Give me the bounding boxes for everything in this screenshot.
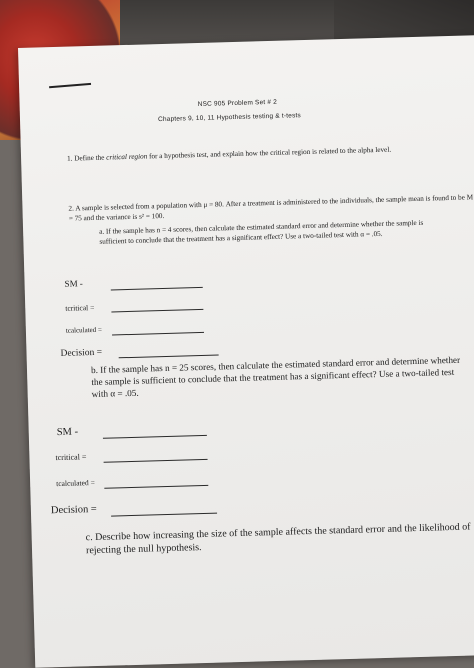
decision-label-b: Decision = (50, 503, 97, 517)
question-2-text: A sample is selected from a population with μ = 80. After a treatment is administered to the individuals, the sample mean is found to be M = 75 and the variance is s² = 100. (68, 193, 474, 223)
tcritical-blank-a[interactable] (111, 309, 203, 313)
question-1-pre: Define the (74, 153, 107, 163)
tcritical-blank-b[interactable] (104, 459, 208, 463)
header-subtitle: Chapters 9, 10, 11 Hypothesis testing & t-tests (157, 112, 302, 124)
decision-blank-a[interactable] (119, 355, 219, 359)
decision-label-a: Decision = (60, 347, 103, 359)
tcalculated-label-b: tcalculated = (56, 478, 95, 489)
question-1-number: 1. (66, 154, 73, 163)
question-2b: b. If the sample has n = 25 scores, then calculate the estimated standard error and determine whether the sample is sufficient to conclude that the treatment has a significant effect? Use a two-tailed test with α = .05. (90, 354, 461, 400)
question-2-number: 2. (68, 204, 75, 213)
decision-blank-b[interactable] (111, 513, 217, 517)
sm-label-b: SM - (56, 426, 79, 439)
paper-sheet (18, 35, 474, 668)
tcritical-label-a: tcritical = (65, 302, 95, 313)
tcalculated-label-a: tcalculated = (65, 325, 103, 335)
pen-mark (49, 83, 91, 88)
header-title: NSC 905 Problem Set # 2 (197, 98, 278, 109)
question-1-term: critical region (106, 152, 148, 162)
tcalculated-blank-b[interactable] (104, 485, 208, 489)
tcalculated-blank-a[interactable] (112, 332, 204, 336)
sm-blank-b[interactable] (103, 435, 207, 439)
question-2a: a. If the sample has n = 4 scores, then calculate the estimated standard error and determine whether the sample is sufficient to conclude that the treatment has a significant effect? Use a two-tailed test with α = .05. (99, 218, 424, 246)
sm-blank-a[interactable] (111, 287, 203, 291)
question-1-post: for a hypothesis test, and explain how the critical region is related to the alpha level. (147, 145, 392, 161)
sm-label-a: SM - (64, 278, 83, 289)
question-1 (67, 143, 474, 164)
tcritical-label-b: tcritical = (55, 452, 87, 463)
question-2c: c. Describe how increasing the size of the sample affects the standard error and the likelihood of rejecting the null hypothesis. (85, 521, 471, 557)
